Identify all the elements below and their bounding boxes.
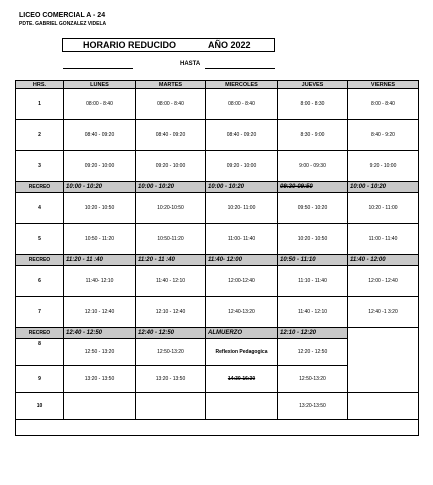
cell: 11:40- 12:10 xyxy=(64,266,136,297)
cell: 10:20 - 10:50 xyxy=(64,193,136,224)
recreo-cell: 10:00 - 10:20 xyxy=(348,182,419,193)
hour-number: 7 xyxy=(16,297,64,328)
cell: 12:50-13:20 xyxy=(278,366,348,393)
schedule-table xyxy=(15,80,419,436)
cell: 09:20 - 10:00 xyxy=(206,151,278,182)
cell: 10:20 - 10:50 xyxy=(278,224,348,255)
table-row xyxy=(16,151,419,182)
school-subtitle: PDTE. GABRIEL GONZALEZ VIDELA xyxy=(19,21,107,27)
cell: 10:50 - 11:20 xyxy=(64,224,136,255)
cell: 11:00- 11:40 xyxy=(206,224,278,255)
empty-cell xyxy=(348,328,419,393)
cell: 12:50 - 13:20 xyxy=(64,339,136,366)
cell: 11:00 - 11:40 xyxy=(348,224,419,255)
cell: 8:00 - 8:40 xyxy=(348,89,419,120)
cell: 09:20 - 10:00 xyxy=(64,151,136,182)
recreo-cell: 11:40- 12:00 xyxy=(206,255,278,266)
cell xyxy=(64,393,136,420)
cell: 11:10 - 11:40 xyxy=(278,266,348,297)
header-jueves: JUEVES xyxy=(278,81,348,89)
table-row xyxy=(16,266,419,297)
cell: 9:20 - 10:00 xyxy=(348,151,419,182)
recreo-cell: 12:40 - 12:50 xyxy=(136,328,206,339)
table-row xyxy=(16,393,419,420)
hasta-label: HASTA xyxy=(180,61,201,67)
header-miercoles: MIERCOLES xyxy=(206,81,278,89)
recreo-row xyxy=(16,328,419,339)
cell: 13:20 - 13:50 xyxy=(64,366,136,393)
recreo-cell: 09:30-09:50 xyxy=(278,182,348,193)
header-hrs: HRS. xyxy=(16,81,64,89)
recreo-cell: 11:20 - 11 :40 xyxy=(136,255,206,266)
cell xyxy=(206,393,278,420)
cell: 12:10 - 12:40 xyxy=(64,297,136,328)
cell: 12:40 -1 3:20 xyxy=(348,297,419,328)
cell: 12:50-13:20 xyxy=(136,339,206,366)
cell: 08:00 - 8:40 xyxy=(136,89,206,120)
cell: 12:40-13:20 xyxy=(206,297,278,328)
title-box xyxy=(62,38,275,52)
cell: 10:20 - 11:00 xyxy=(348,193,419,224)
cell: 10:20- 11:00 xyxy=(206,193,278,224)
hour-number: 3 xyxy=(16,151,64,182)
recreo-label: RECREO xyxy=(16,328,64,339)
cell: 11:40 - 12:10 xyxy=(136,266,206,297)
header-martes: MARTES xyxy=(136,81,206,89)
recreo-cell: 12:40 - 12:50 xyxy=(64,328,136,339)
cell xyxy=(348,393,419,420)
hour-number: 8 xyxy=(16,339,64,366)
year: AÑO 2022 xyxy=(208,40,251,50)
recreo-cell: 10:50 - 11:10 xyxy=(278,255,348,266)
recreo-cell: 10:00 - 10:20 xyxy=(64,182,136,193)
table-row xyxy=(16,120,419,151)
header-lunes: LUNES xyxy=(64,81,136,89)
blank-cell xyxy=(16,420,419,436)
hour-number: 10 xyxy=(16,393,64,420)
cell: 10:50-11:20 xyxy=(136,224,206,255)
cell: 8:40 - 9:20 xyxy=(348,120,419,151)
header-viernes: VIERNES xyxy=(348,81,419,89)
cell: 08:00 - 8:40 xyxy=(206,89,278,120)
cell: 8:00 - 8:30 xyxy=(278,89,348,120)
cell: 08:00 - 8:40 xyxy=(64,89,136,120)
cell: 08:40 - 09:20 xyxy=(64,120,136,151)
hour-number: 6 xyxy=(16,266,64,297)
cell: 10:20-10:50 xyxy=(136,193,206,224)
table-row xyxy=(16,224,419,255)
table-row xyxy=(16,89,419,120)
cell-struck: 14:30-16:30 xyxy=(206,366,278,393)
cell: 12:10 - 12:40 xyxy=(136,297,206,328)
recreo-row xyxy=(16,255,419,266)
recreo-label: RECREO xyxy=(16,182,64,193)
recreo-cell: 10:00 - 10:20 xyxy=(136,182,206,193)
school-name: LICEO COMERCIAL A - 24 xyxy=(19,12,106,19)
table-row xyxy=(16,297,419,328)
cell: 09:50 - 10:20 xyxy=(278,193,348,224)
date-from-line xyxy=(63,68,133,69)
hour-number: 1 xyxy=(16,89,64,120)
header-row xyxy=(16,81,419,89)
cell: 09:20 - 10:00 xyxy=(136,151,206,182)
recreo-label: RECREO xyxy=(16,255,64,266)
cell: 12:20 - 12:50 xyxy=(278,339,348,366)
hour-number: 4 xyxy=(16,193,64,224)
table-row xyxy=(16,193,419,224)
cell: 13:20 - 13:50 xyxy=(136,366,206,393)
title: HORARIO REDUCIDO xyxy=(83,40,177,50)
blank-row xyxy=(16,420,419,436)
almuerzo-cell: ALMUERZO xyxy=(206,328,278,339)
cell: 11:40 - 12:10 xyxy=(278,297,348,328)
cell: 9:00 - 09:30 xyxy=(278,151,348,182)
cell: 13:20-13:50 xyxy=(278,393,348,420)
recreo-cell: 11:20 - 11 :40 xyxy=(64,255,136,266)
cell xyxy=(136,393,206,420)
recreo-cell: 12:10 - 12:20 xyxy=(278,328,348,339)
cell-reflexion: Reflexion Pedagogica xyxy=(206,339,278,366)
cell: 08:40 - 09:20 xyxy=(206,120,278,151)
recreo-cell: 10:00 - 10:20 xyxy=(206,182,278,193)
cell: 12:00 - 12:40 xyxy=(348,266,419,297)
hour-number: 2 xyxy=(16,120,64,151)
recreo-row xyxy=(16,182,419,193)
cell: 12:00-12:40 xyxy=(206,266,278,297)
recreo-cell: 11:40 - 12:00 xyxy=(348,255,419,266)
hour-number: 9 xyxy=(16,366,64,393)
cell: 08:40 - 09:20 xyxy=(136,120,206,151)
hour-number: 5 xyxy=(16,224,64,255)
cell: 8:30 - 9:00 xyxy=(278,120,348,151)
date-to-line xyxy=(205,68,275,69)
